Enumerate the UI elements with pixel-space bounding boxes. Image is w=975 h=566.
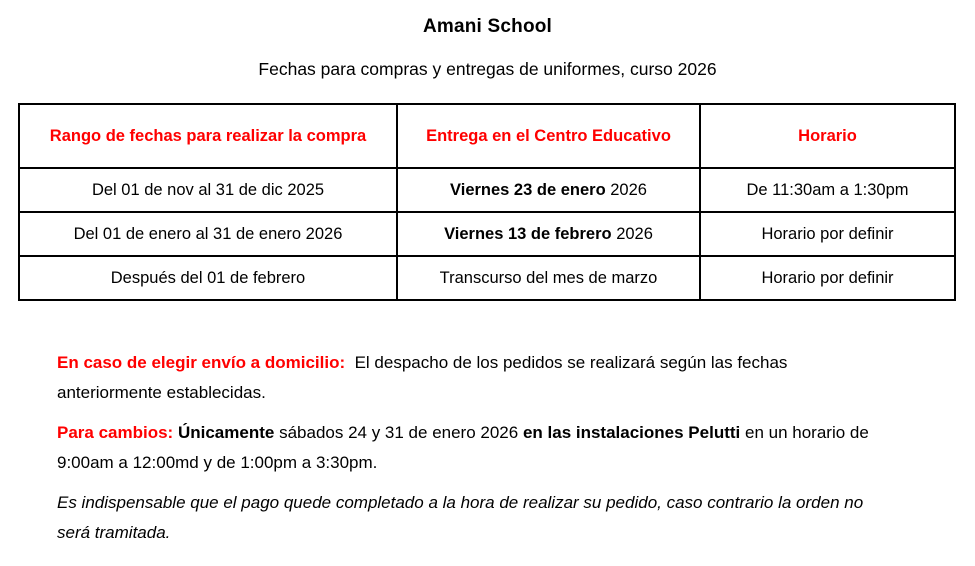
entrega-year: 2026 <box>616 224 653 243</box>
cell-rango-compra: Después del 01 de febrero <box>19 256 397 300</box>
cell-rango-compra: Del 01 de nov al 31 de dic 2025 <box>19 168 397 212</box>
note-para-cambios-bold-unicamente: Únicamente <box>177 423 275 442</box>
entrega-date-bold: Viernes 23 de enero <box>450 180 606 199</box>
table-row <box>19 212 955 256</box>
table-row <box>19 168 955 212</box>
cell-entrega <box>397 212 700 256</box>
col-header-horario: Horario <box>700 104 955 168</box>
col-header-entrega: Entrega en el Centro Educativo <box>397 104 700 168</box>
notes-section <box>57 348 869 548</box>
note-para-cambios-bold-instalaciones: en las instalaciones Pelutti <box>522 423 741 442</box>
cell-entrega: Transcurso del mes de marzo <box>397 256 700 300</box>
note-envio-domicilio <box>57 348 869 408</box>
note-para-cambios-text-fechas: sábados 24 y 31 de enero 2026 <box>279 423 519 442</box>
note-para-cambios-text-horario: en un horario de 9:00am a 12:00md y de 1:00pm a 3:30pm. <box>57 423 869 472</box>
note-para-cambios-label: Para cambios: <box>57 423 174 442</box>
table-row <box>19 256 955 300</box>
note-envio-domicilio-text: El despacho de los pedidos se realizará según las fechas anteriormente establecidas. <box>57 353 788 402</box>
cell-entrega <box>397 168 700 212</box>
cell-rango-compra: Del 01 de enero al 31 de enero 2026 <box>19 212 397 256</box>
cell-horario: Horario por definir <box>700 212 955 256</box>
page-subtitle: Fechas para compras y entregas de uniformes, curso 2026 <box>258 59 717 79</box>
note-para-cambios <box>57 418 869 478</box>
entrega-year: 2026 <box>610 180 647 199</box>
page-title: Amani School <box>422 16 553 37</box>
cell-horario: De 11:30am a 1:30pm <box>700 168 955 212</box>
note-pago-indispensable: Es indispensable que el pago quede completado a la hora de realizar su pedido, caso contrario la orden no será tramitada. <box>57 493 864 542</box>
table-header-row <box>19 104 955 168</box>
note-envio-domicilio-label: En caso de elegir envío a domicilio: <box>57 353 346 372</box>
cell-horario: Horario por definir <box>700 256 955 300</box>
entrega-date-bold: Viernes 13 de febrero <box>444 224 612 243</box>
uniform-schedule-table <box>18 103 956 301</box>
col-header-rango-compra: Rango de fechas para realizar la compra <box>19 104 397 168</box>
